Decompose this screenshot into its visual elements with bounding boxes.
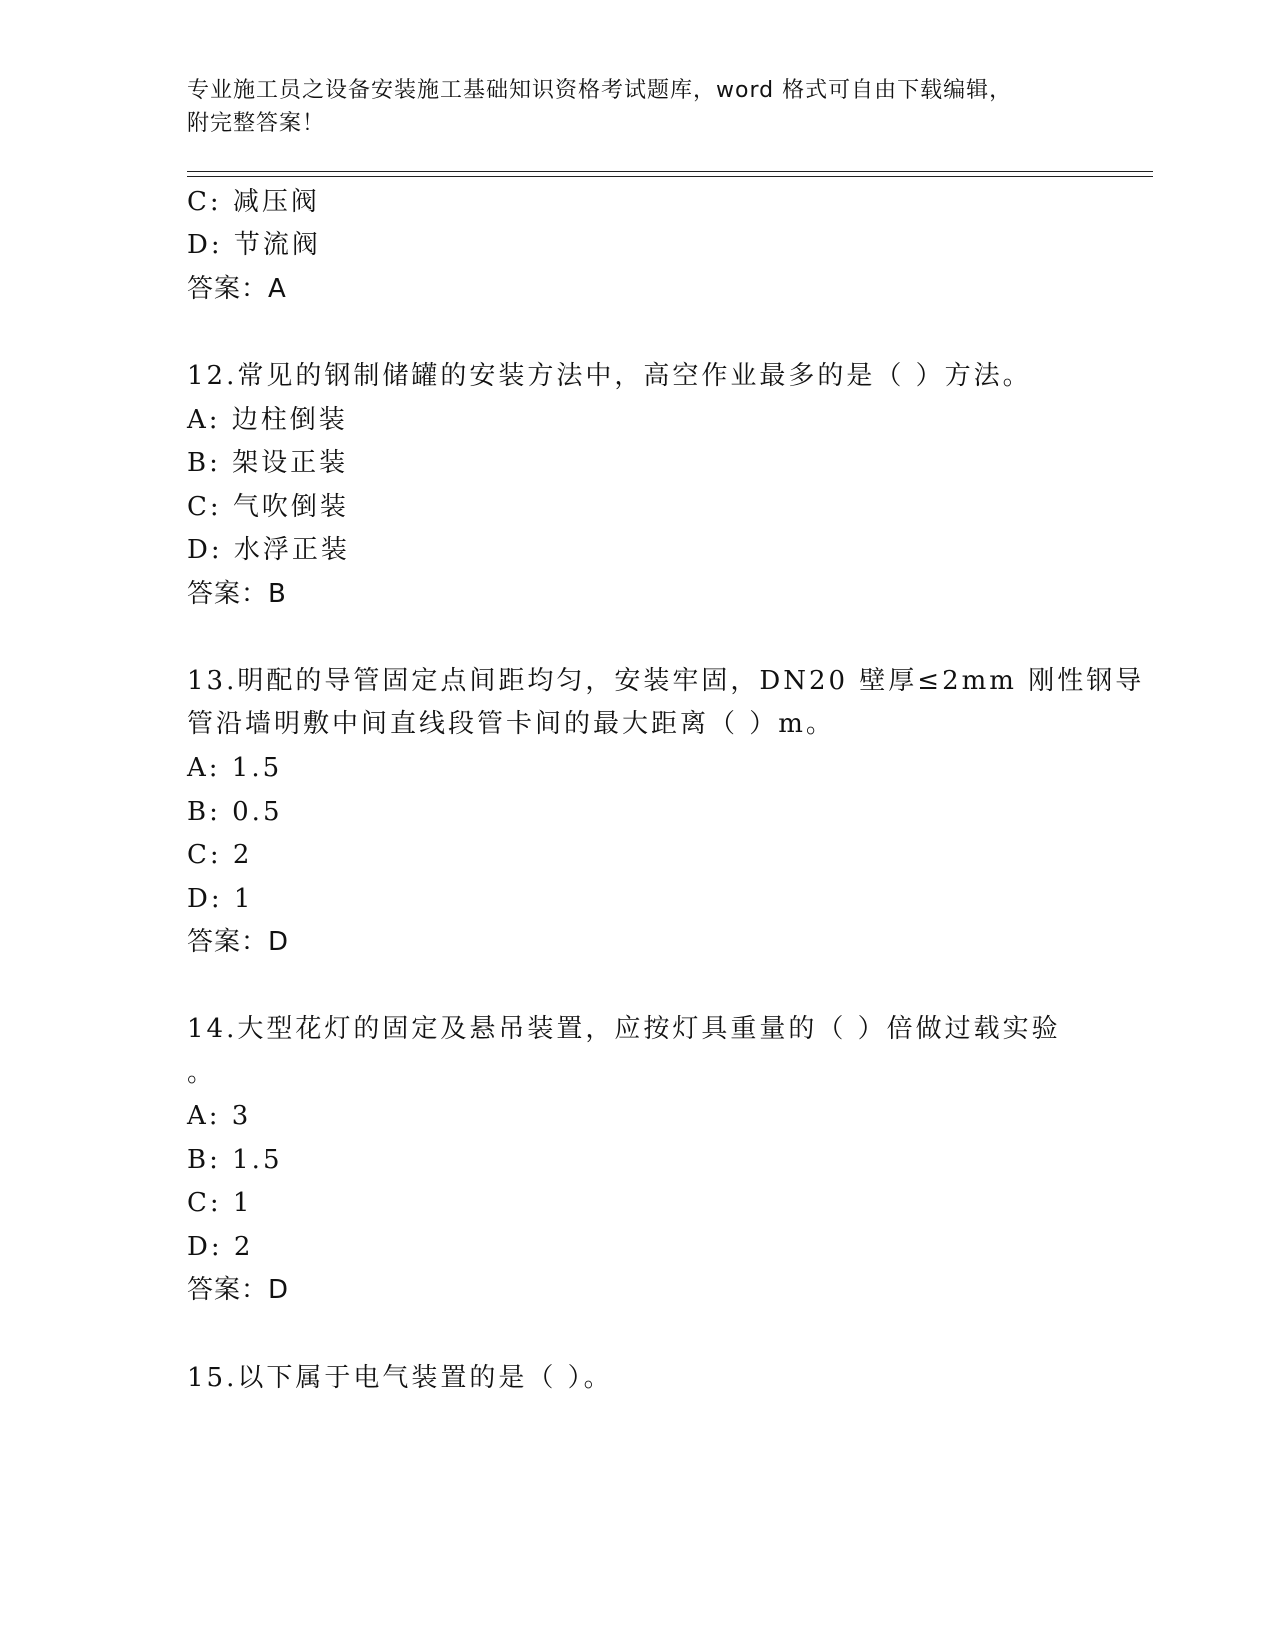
header-line-2: 附完整答案！ [187, 111, 326, 136]
q12-answer: 答案：B [187, 579, 287, 609]
document-header [187, 74, 1087, 140]
q14-option-b: B: 1.5 [187, 1145, 283, 1175]
q14-answer: 答案：D [187, 1275, 290, 1305]
q11-option-d: D: 节流阀 [187, 230, 321, 260]
q12-option-c: C: 气吹倒装 [187, 492, 349, 522]
header-rule-bottom [187, 176, 1153, 177]
q14-stem-line-1: 14.大型花灯的固定及悬吊装置，应按灯具重量的（ ）倍做过载实验 [187, 1014, 1061, 1044]
q11-option-c: C: 减压阀 [187, 187, 320, 217]
q14-option-d: D: 2 [187, 1232, 254, 1262]
q12-option-a: A: 边柱倒装 [187, 405, 348, 435]
q14-option-c: C: 1 [187, 1188, 253, 1218]
q13-option-d: D: 1 [187, 884, 254, 914]
q13-answer: 答案：D [187, 927, 290, 957]
q14-option-a: A: 3 [187, 1101, 252, 1131]
q13-option-c: C: 2 [187, 840, 253, 870]
header-line-1: 专业施工员之设备安装施工基础知识资格考试题库，word 格式可自由下载编辑， [187, 78, 1013, 103]
q13-stem-line-1: 13.明配的导管固定点间距均匀，安装牢固，DN20 壁厚≤2mm 刚性钢导 [187, 666, 1145, 696]
q15-stem: 15.以下属于电气装置的是（ ）。 [187, 1363, 613, 1393]
header-rule-top [187, 171, 1153, 172]
q13-stem-line-2: 管沿墙明敷中间直线段管卡间的最大距离（ ）m。 [187, 709, 835, 739]
q14-stem-line-2: 。 [187, 1058, 217, 1088]
q12-option-b: B: 架设正装 [187, 448, 349, 478]
q13-option-b: B: 0.5 [187, 797, 283, 827]
q11-answer: 答案：A [187, 274, 287, 304]
q13-option-a: A: 1.5 [187, 753, 283, 783]
q12-stem: 12.常见的钢制储罐的安装方法中，高空作业最多的是（ ）方法。 [187, 361, 1032, 391]
q12-option-d: D: 水浮正装 [187, 535, 350, 565]
